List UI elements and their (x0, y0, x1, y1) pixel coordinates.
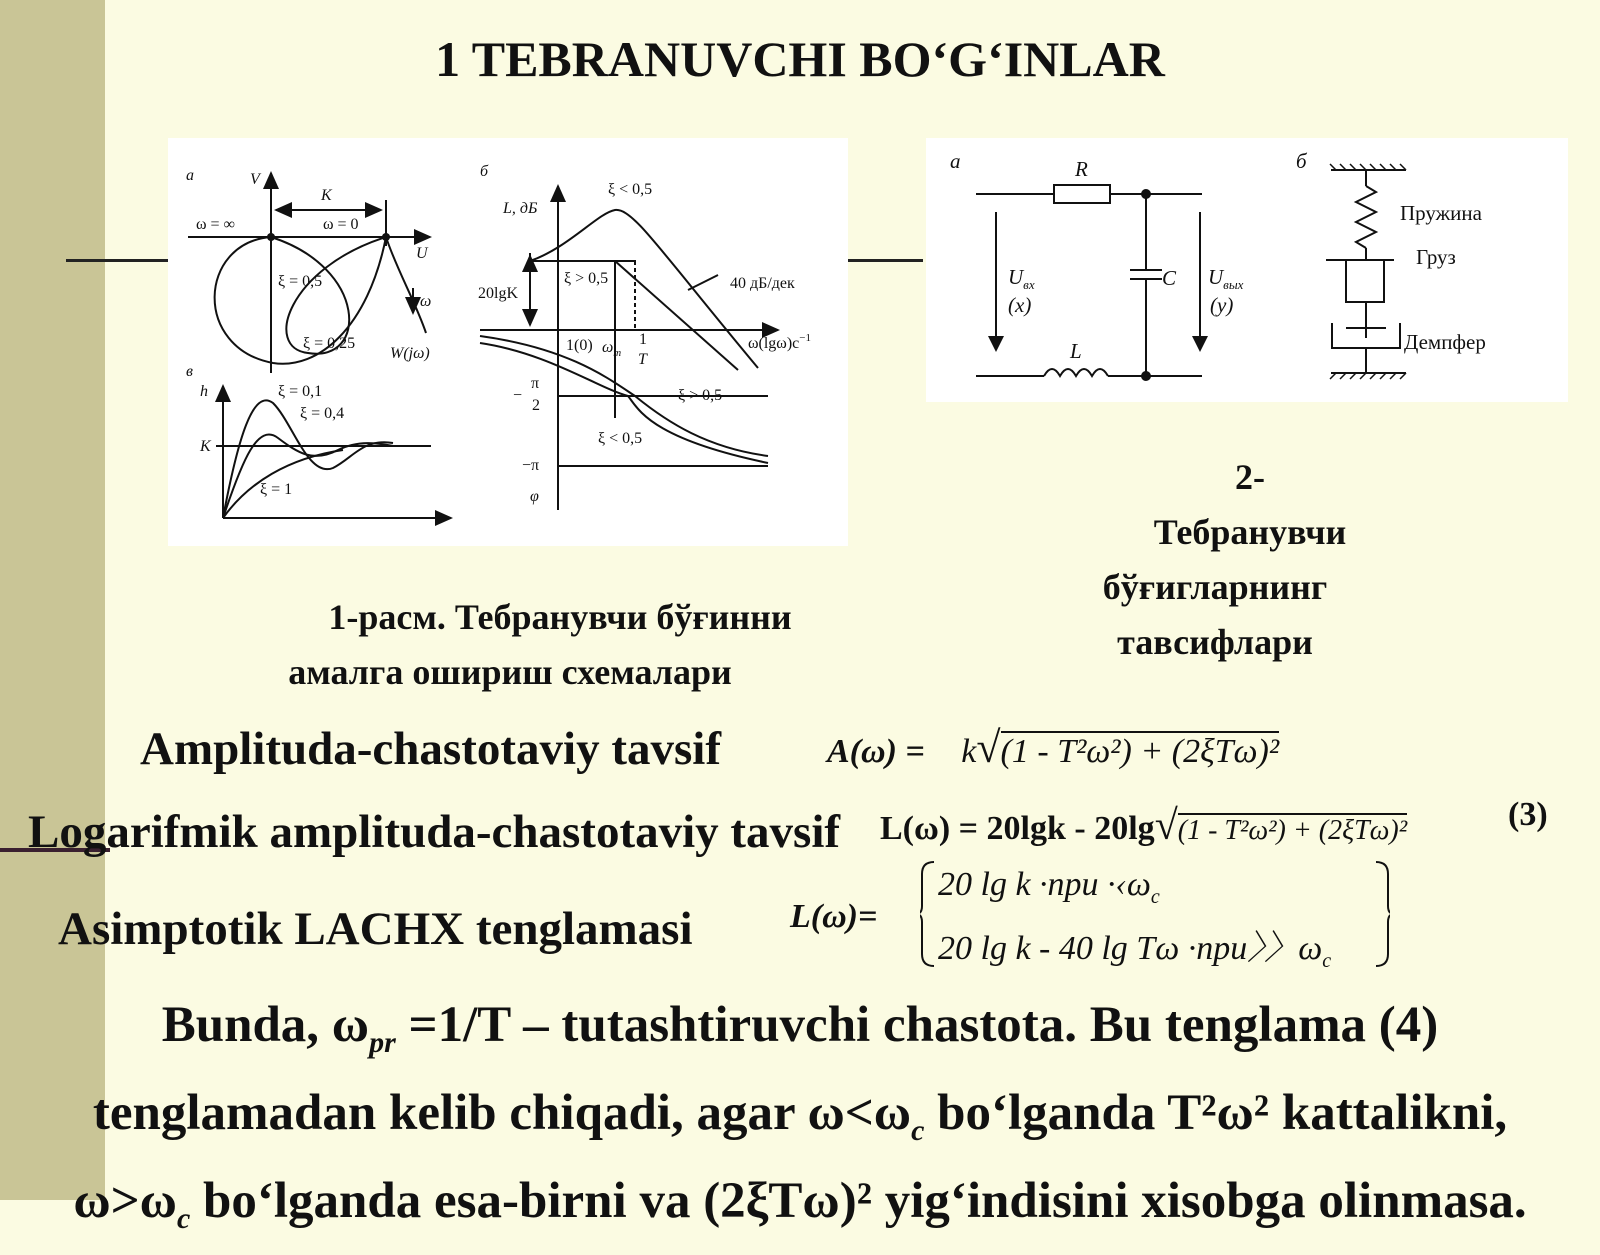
fig2-uin-label: $U_{вх}$ (1008, 265, 1035, 292)
fig1-a-omega: ω (420, 293, 432, 310)
amplitude-lhs: A(ω) = (827, 733, 925, 770)
explanation-line-2: tenglamadan kelib chiqadi, agar $\omega<\omega_c$ bo‘lganda T²ω² kattalikni, (92, 1085, 1508, 1148)
figure-2 (926, 138, 1568, 402)
asymptotic-label: Asimptotik LACHX tenglamasi (58, 903, 693, 955)
caption1-line2: амалга ошириш схемалари (288, 652, 732, 692)
fig1-v-k-label: K (200, 438, 211, 455)
caption1-line1: 1-расм. Тебранувчи бўғинни (328, 597, 792, 637)
fig1-b-20lgk: 20lgK (478, 285, 518, 302)
fig2-spring-label: Пружина (1400, 201, 1482, 225)
fig1-b-slope: 40 дБ/дек (730, 275, 795, 292)
amplitude-label: Amplituda-chastotaviy tavsif (140, 723, 721, 775)
fig1-a-letter: а (186, 167, 194, 184)
figure-2-drawing (926, 138, 1568, 402)
fig1-b-xi-lt2: ξ < 0,5 (598, 430, 643, 447)
figure-2-caption (1080, 450, 1350, 670)
fig2-uout-label: $U_{вых}$ (1208, 265, 1244, 292)
fig1-v-xi01: ξ = 0,1 (278, 383, 323, 400)
fig1-b-xi-lt: ξ < 0,5 (608, 181, 653, 198)
divider-line-mid (848, 259, 923, 262)
fig1-b-letter: б (480, 163, 489, 180)
fig1-b-t: T (638, 351, 647, 368)
caption2-line3: тавсифлари (1117, 622, 1313, 662)
fig1-a-xi025: ξ = 0,25 (303, 335, 356, 352)
fig2-y-label: (y) (1210, 293, 1234, 317)
fig1-v-h-label: h (200, 383, 208, 400)
log-lhs: L(ω) = 20lgk - 20lg (880, 810, 1155, 847)
fig2-c-label: C (1162, 266, 1177, 290)
fig1-b-two: 2 (532, 397, 540, 414)
fig1-b-pi: π (531, 375, 540, 392)
fig2-mass-label: Груз (1416, 245, 1456, 269)
sqrt-sign-1: √ (976, 723, 1001, 772)
log-amplitude-formula (880, 802, 1407, 850)
caption2-line2: бўғигларнинг (1102, 567, 1328, 607)
fig1-b-xi-gt: ξ > 0,5 (564, 270, 609, 287)
fig2-l-label: L (1070, 339, 1082, 363)
fig1-b-one: 1 (639, 331, 647, 348)
case-2: 20 lg k - 40 lg Tω ·при〉〉$\omega_c$ (938, 930, 1332, 972)
fig2-damper-label: Демпфер (1404, 330, 1486, 354)
sqrt-sign-2: √ (1154, 803, 1178, 849)
case-1: 20 $\lg k \cdot при \cdot‹\omega_c$ (938, 866, 1160, 908)
fig1-b-minus-pi: −π (522, 457, 540, 474)
explanation-line-3: $\omega>\omega_c$ bo‘lganda esa-birni va (2ξTω)² yig‘indisini xisobga olinmasa. (73, 1173, 1527, 1236)
fig1-a-wjw: W(jω) (390, 345, 430, 362)
divider-line-left (66, 259, 170, 262)
page-title: 1 TEBRANUVCHI BO‘G‘INLAR (435, 31, 1165, 87)
fig1-a-w-inf: ω = ∞ (196, 216, 235, 233)
explanation-paragraph (0, 990, 1600, 1255)
fig2-x-label: (x) (1008, 293, 1032, 317)
fig1-v-letter: в (186, 363, 193, 380)
fig1-b-phi: φ (530, 488, 539, 505)
fig1-a-v-label: V (250, 171, 260, 188)
figure-1-drawing (168, 138, 848, 546)
fig1-v-xi1: ξ = 1 (260, 481, 293, 498)
fig1-a-u-label: U (416, 245, 428, 262)
caption2-line1: 2-Тебранувчи (1153, 457, 1347, 552)
fig2-b-letter: б (1296, 149, 1307, 173)
amplitude-k: k (961, 733, 977, 770)
fig1-b-xi-gt2: ξ > 0,5 (678, 387, 723, 404)
equation-number: (3) (1508, 796, 1548, 833)
log-amplitude-label: Logarifmik amplituda-chastotaviy tavsif (28, 806, 841, 858)
fig1-a-xi05: ξ = 0,5 (278, 273, 323, 290)
fig1-b-one0: 1(0) (566, 337, 593, 354)
fig1-b-l-db: L, дБ (503, 200, 538, 217)
amplitude-formula (827, 722, 1279, 773)
fig2-a-letter: а (950, 149, 961, 173)
fig1-v-xi04: ξ = 0,4 (300, 405, 345, 422)
fig1-b-minus: − (513, 387, 523, 404)
fig1-a-k-label: K (321, 187, 332, 204)
explanation-line-1: Bunda, $\omega_{pr} =1/T$ – tutashtiruvchi chastota. Bu tenglama (4) (161, 997, 1439, 1060)
log-sqrt-inner: (1 - T²ω²) + (2ξTω)² (1177, 815, 1408, 846)
asymptotic-cases (920, 860, 1390, 972)
fig2-r-label: R (1075, 157, 1088, 181)
fig1-b-wm: $\omega_m$ (602, 339, 622, 359)
asymptotic-lhs: L(ω)= (790, 898, 878, 935)
figure-1 (168, 138, 848, 546)
figure-1-caption (240, 590, 840, 700)
fig1-b-wlg: $\omega(\lg\omega)c^{-1}$ (748, 332, 811, 352)
amplitude-sqrt-inner: (1 - T²ω²) + (2ξTω)² (1000, 733, 1280, 770)
fig1-a-w-zero: ω = 0 (323, 216, 359, 233)
